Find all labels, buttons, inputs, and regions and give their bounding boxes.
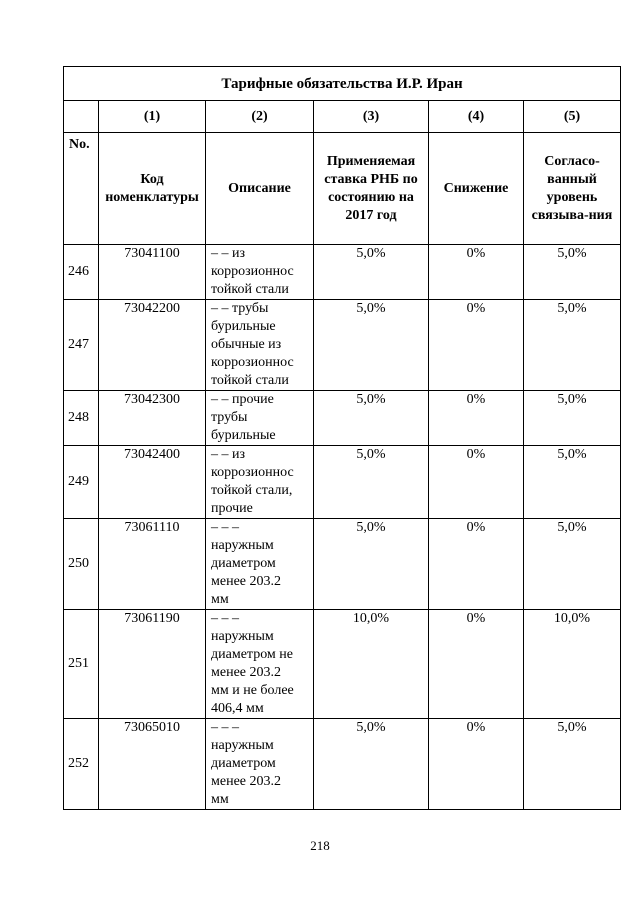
table-body — [64, 245, 621, 810]
table-row — [64, 519, 621, 610]
code-cell: 73042200 — [99, 300, 206, 391]
header-applied-rate: Применяемая ставка РНБ по состоянию на 2017 год — [314, 133, 429, 245]
table-row — [64, 719, 621, 810]
applied-rate-cell: 10,0% — [314, 610, 429, 719]
column-number-4: (4) — [429, 101, 524, 133]
code-cell: 73042300 — [99, 391, 206, 446]
column-number-5: (5) — [524, 101, 621, 133]
applied-rate-cell: 5,0% — [314, 519, 429, 610]
header-no: No. — [64, 133, 99, 245]
code-cell: 73061190 — [99, 610, 206, 719]
row-number: 250 — [64, 519, 99, 610]
description-cell: – – из коррозионнос тойкой стали, прочие — [206, 446, 314, 519]
header-bound-level: Согласо-ванный уровень связыва-ния — [524, 133, 621, 245]
row-number: 249 — [64, 446, 99, 519]
applied-rate-cell: 5,0% — [314, 719, 429, 810]
code-cell: 73042400 — [99, 446, 206, 519]
reduction-cell: 0% — [429, 719, 524, 810]
bound-level-cell: 10,0% — [524, 610, 621, 719]
description-cell: – – прочие трубы бурильные — [206, 391, 314, 446]
reduction-cell: 0% — [429, 391, 524, 446]
column-number-1: (1) — [99, 101, 206, 133]
header-description: Описание — [206, 133, 314, 245]
column-number-row — [64, 101, 621, 133]
row-number: 246 — [64, 245, 99, 300]
description-cell: – – – наружным диаметром менее 203.2 мм — [206, 719, 314, 810]
description-cell: – – из коррозионнос тойкой стали — [206, 245, 314, 300]
applied-rate-cell: 5,0% — [314, 391, 429, 446]
header-row — [64, 133, 621, 245]
table-row — [64, 610, 621, 719]
bound-level-cell: 5,0% — [524, 245, 621, 300]
header-reduction: Снижение — [429, 133, 524, 245]
row-number: 252 — [64, 719, 99, 810]
tariff-table — [63, 66, 621, 810]
bound-level-cell: 5,0% — [524, 519, 621, 610]
page-number: 218 — [310, 838, 330, 853]
header-code: Код номенклатуры — [99, 133, 206, 245]
table-row — [64, 245, 621, 300]
code-cell: 73061110 — [99, 519, 206, 610]
reduction-cell: 0% — [429, 245, 524, 300]
reduction-cell: 0% — [429, 300, 524, 391]
table-row — [64, 446, 621, 519]
description-cell: – – – наружным диаметром не менее 203.2 мм и не более 406,4 мм — [206, 610, 314, 719]
applied-rate-cell: 5,0% — [314, 446, 429, 519]
description-cell: – – – наружным диаметром менее 203.2 мм — [206, 519, 314, 610]
row-number: 251 — [64, 610, 99, 719]
code-cell: 73041100 — [99, 245, 206, 300]
table-row — [64, 300, 621, 391]
column-number-blank — [64, 101, 99, 133]
bound-level-cell: 5,0% — [524, 300, 621, 391]
row-number: 247 — [64, 300, 99, 391]
reduction-cell: 0% — [429, 610, 524, 719]
description-cell: – – трубы бурильные обычные из коррозионнос тойкой стали — [206, 300, 314, 391]
reduction-cell: 0% — [429, 446, 524, 519]
row-number: 248 — [64, 391, 99, 446]
column-number-2: (2) — [206, 101, 314, 133]
table-title: Тарифные обязательства И.Р. Иран — [64, 67, 621, 101]
column-number-3: (3) — [314, 101, 429, 133]
bound-level-cell: 5,0% — [524, 391, 621, 446]
applied-rate-cell: 5,0% — [314, 300, 429, 391]
code-cell: 73065010 — [99, 719, 206, 810]
bound-level-cell: 5,0% — [524, 446, 621, 519]
bound-level-cell: 5,0% — [524, 719, 621, 810]
table-row — [64, 391, 621, 446]
reduction-cell: 0% — [429, 519, 524, 610]
applied-rate-cell: 5,0% — [314, 245, 429, 300]
